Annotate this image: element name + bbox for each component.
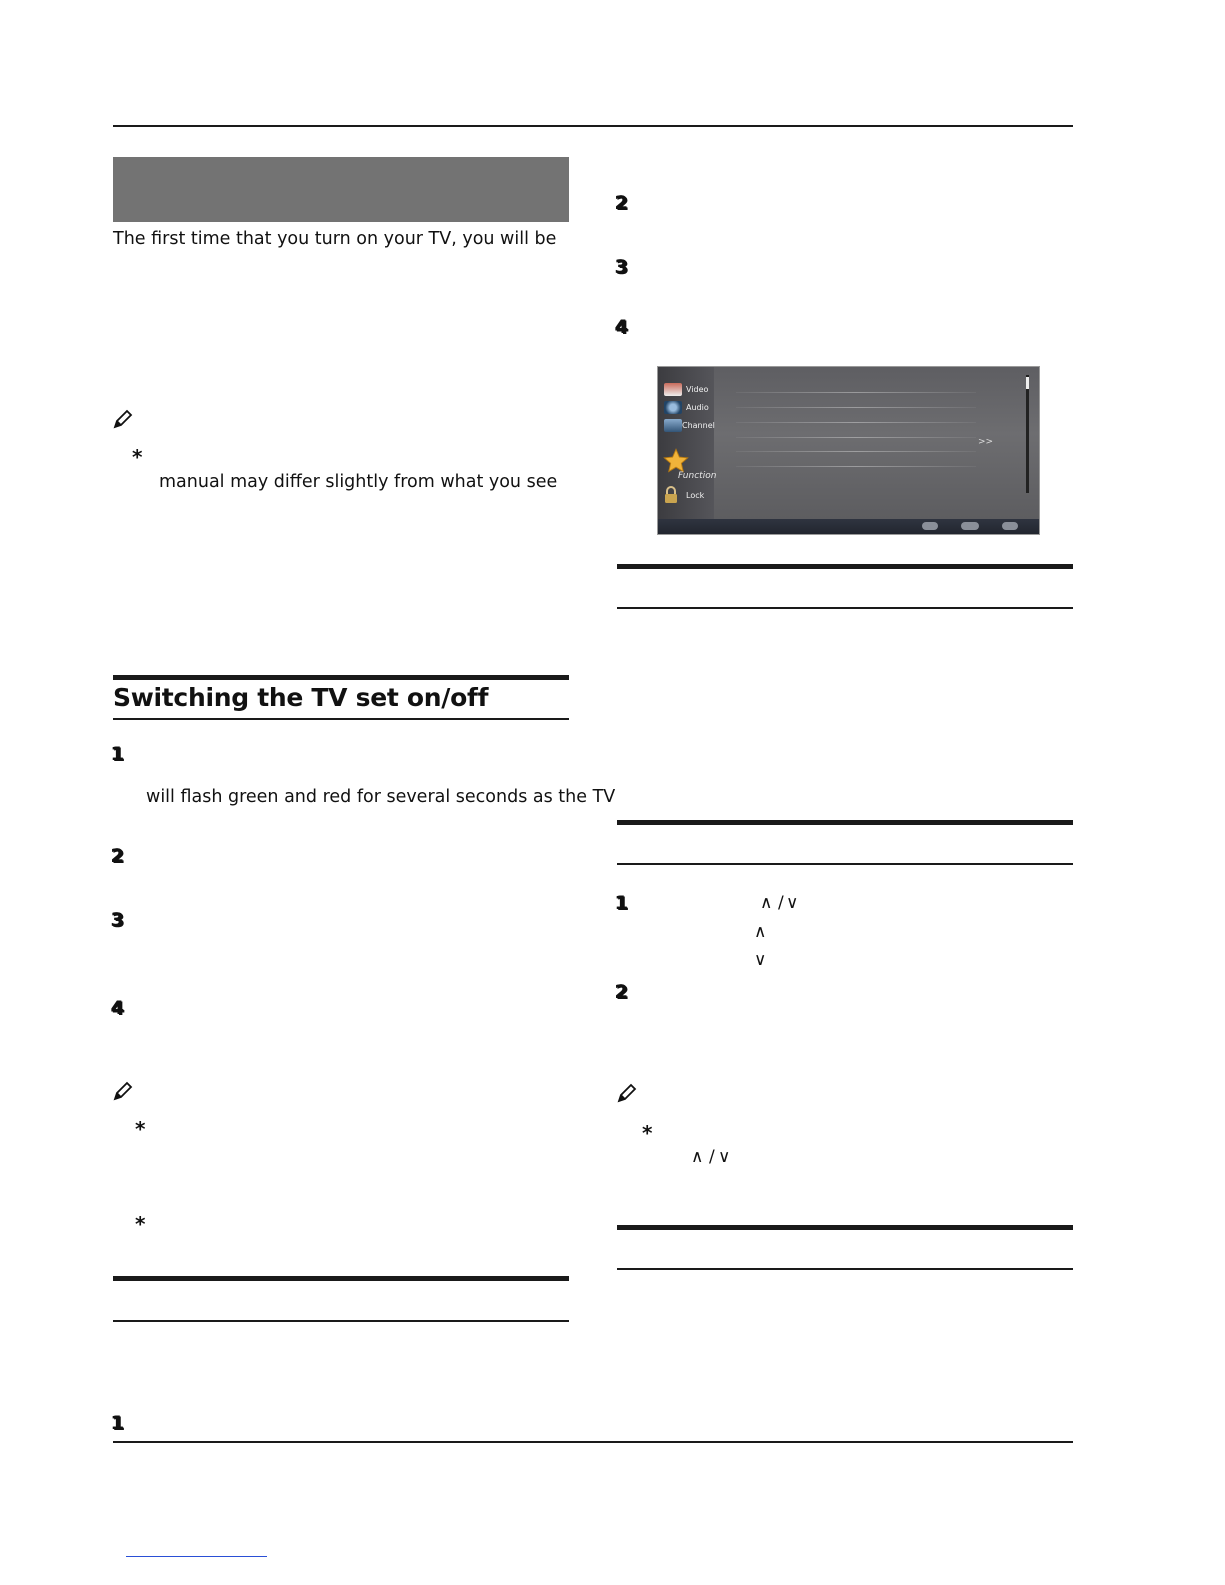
tv-menu-scrollbar [1026,375,1029,493]
step-number: 3 [615,256,629,278]
section-rule-top [617,1225,1073,1230]
down-arrow-icon: ∨ [786,893,799,913]
step-number: 3 [111,909,125,931]
tv-menu-row-line [736,422,976,423]
note-asterisk: * [132,445,143,469]
section-rule-bottom [617,1268,1073,1270]
tv-menu-screenshot [657,366,1040,535]
tv-menu-row-line [736,451,976,452]
up-arrow-icon: ∧ [691,1147,704,1167]
section-banner [113,157,569,222]
step-text: will flash green and red for several seconds as the TV [146,787,616,807]
section-rule-top [617,820,1073,825]
tv-hint-button [922,522,938,530]
pencil-icon [616,1082,638,1104]
note-asterisk: * [642,1121,653,1145]
tv-menu-item: Audio [686,403,709,412]
step-number: 4 [615,316,629,338]
note-asterisk: * [135,1117,146,1141]
tv-menu-row-line [736,466,976,467]
footer-rule [113,1441,1073,1443]
more-indicator: >> [978,437,994,447]
tv-menu-item: Channel [682,421,715,430]
down-arrow-icon: ∨ [718,1147,731,1167]
section-rule-top [617,564,1073,569]
footer-link-underline[interactable] [126,1556,267,1557]
tv-menu-item: Video [686,385,709,394]
header-rule [113,125,1073,127]
tv-hint-button [1002,522,1018,530]
step-number: 2 [111,845,125,867]
section-rule-top [113,1276,569,1281]
section-rule-top [113,675,569,680]
step-number: 1 [111,743,125,765]
tv-menu-item-selected: Function [678,471,717,481]
tv-hint-button [961,522,979,530]
up-arrow-icon: ∧ [754,922,767,942]
channel-icon [664,419,682,432]
note-text: manual may differ slightly from what you see [159,472,558,492]
section-rule-bottom [113,718,569,720]
step-number: 2 [615,981,629,1003]
pencil-icon [112,1080,134,1102]
lock-icon [663,486,679,504]
audio-icon [664,401,682,414]
separator: / [709,1147,715,1167]
video-icon [664,383,682,396]
up-arrow-icon: ∧ [760,893,773,913]
step-number: 4 [111,997,125,1019]
tv-menu-row-line [736,437,976,438]
section-rule-bottom [617,607,1073,609]
tv-menu-item: Lock [686,491,705,500]
step-number: 2 [615,192,629,214]
section-rule-bottom [113,1320,569,1322]
section-title: Switching the TV set on/off [113,683,489,712]
step-number: 1 [111,1412,125,1434]
section-rule-bottom [617,863,1073,865]
step-number: 1 [615,892,629,914]
note-asterisk: * [135,1212,146,1236]
tv-menu-scroll-thumb [1026,377,1029,389]
tv-menu-row-line [736,407,976,408]
tv-menu-row-line [736,392,976,393]
pencil-icon [112,408,134,430]
separator: / [778,893,784,913]
intro-text: The first time that you turn on your TV, you will be [113,229,557,249]
tv-menu-hint-bar [658,519,1039,534]
down-arrow-icon: ∨ [754,950,767,970]
